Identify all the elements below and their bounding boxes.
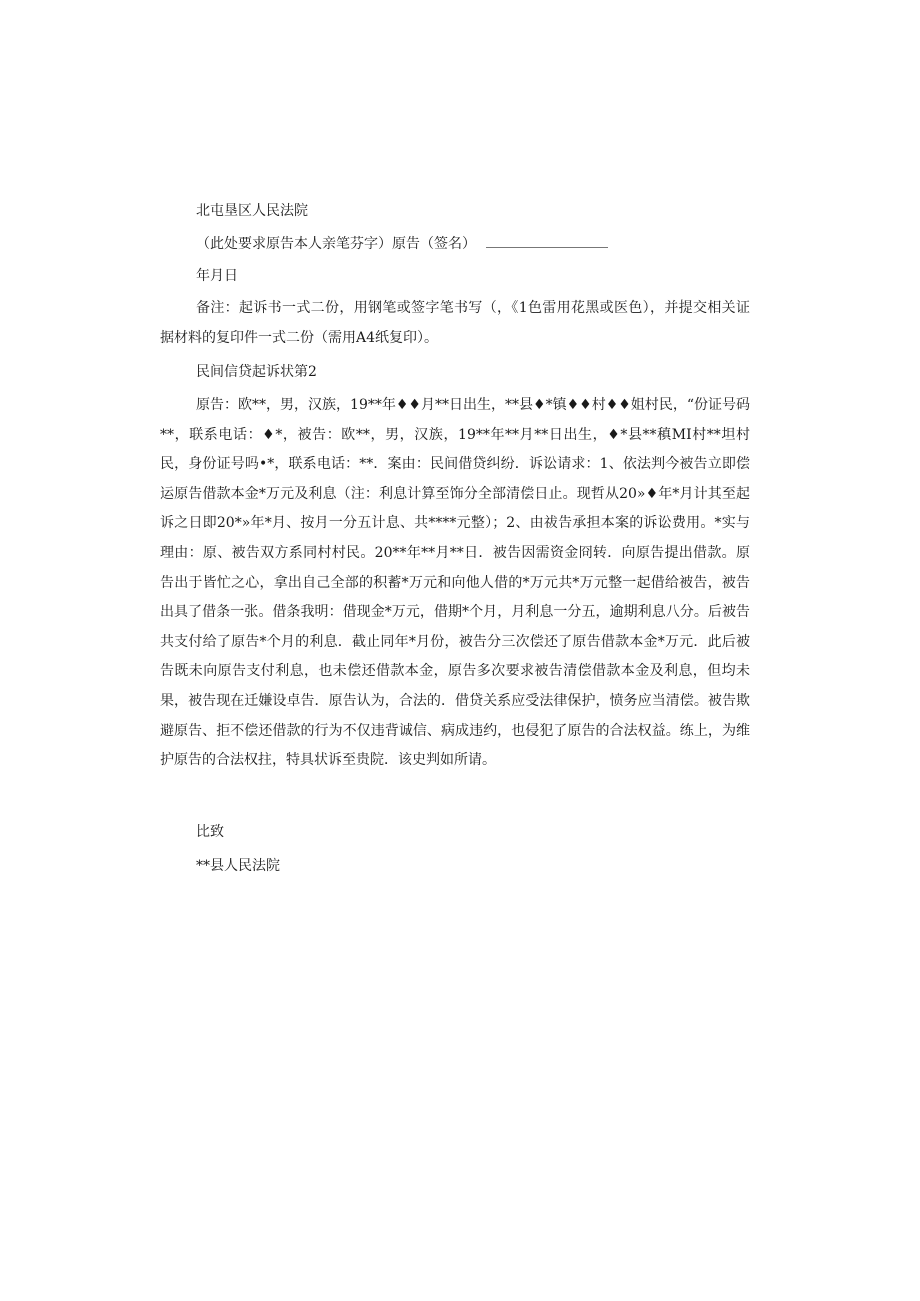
document-title: 民间信贷起诉状第2 bbox=[196, 364, 317, 380]
signature-label: （此处要求原告本人亲笔芬字）原告（签名） bbox=[196, 236, 476, 252]
body-paragraph: 原告：欧**，男，汉族，19**年♦♦月**日出生，**县♦*镇♦♦村♦♦姐村民，“份证号码**，联系电话：♦*，被告：欧**，男，汉族，19**年**月**日出生，♦*县**稹MI村**坦村民，身份证号吗•*，联系电话：**．案由：民间借贷纠纷．诉讼请求：1、依法判今被告立即偿运原告借款本金*万元及利息（注：利息计算至饰分全部清偿日止。现哲从20»♦年*月计其至起诉之日即20*»年*月、按月一分五计息、共****元整）；2、由祓告承担本案的诉讼费用。*实与理由：原、被告双方系同村村民。20**年**月**日．被告因需资金冏转．向原告提出借款。原告出于皆忙之心，拿出自己全部的积蓄*万元和向他人借的*万元共*万元整一起借给被告，被告出具了借条一张。借条我明：借现金*万元，借期*个月，月利息一分五，逾期利息八分。后被告共支付给了原告*个月的利息．截止同年*月份，被告分三次偿还了原告借款本金*万元．此后被告既未向原告支付利息，也未偿还借款本金，原告多次要求被告清偿借款本金及利息，但均未果，被告现在迁嫌设卓告．原告认为，合法的．借贷关系应受法律保护，愤务应当清偿。被告欺避原告、拒不偿还借款的行为不仅违背诚信、病成违约，也侵犯了原告的合法权益。练上，为维护原告的合法权拄，特具状诉至贵院．该史判如所请。 bbox=[160, 397, 750, 769]
note-paragraph: 备注：起诉书一式二份，用钢笔或签字笔书写（，《1色雷用花黑或医色），并提交相关证据材料的复印件一式二份（需用A4纸复印）。 bbox=[160, 300, 750, 346]
signature-line bbox=[196, 233, 608, 254]
court-heading: 北屯垦区人民法院 bbox=[196, 203, 308, 219]
closing-line: 比致 bbox=[196, 824, 224, 840]
signature-blank bbox=[486, 233, 608, 248]
date-line: 年月日 bbox=[196, 268, 238, 284]
recipient-court: **县人民法院 bbox=[196, 858, 280, 874]
